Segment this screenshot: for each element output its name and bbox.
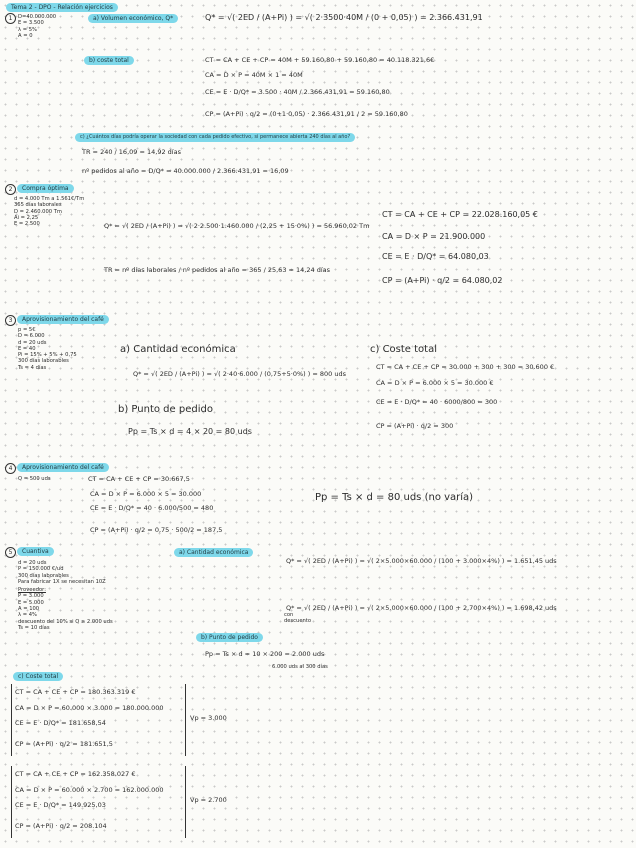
p3-q-formula: Q* = √( 2ED / (A+Pi) ) = √( 2·40·6.000 / (0,75+5·0%) ) = 800 uds [133,370,346,378]
p2-cp: CP = (A+Pi) · q/2 = 64.080,02 [382,276,503,285]
bracket-right [185,766,186,838]
p5-c-label: c) Coste total [13,672,63,681]
p5-prov-line: E = 5.000 [18,599,44,606]
p2-data-line: D = 2.460.000 Tm [14,208,62,215]
p1-data-line: A = 0 [18,32,33,39]
p3-c-label: c) Coste total [370,344,438,355]
bracket-left [11,766,12,838]
p4-pp: Pp = Ts × d = 80 uds (no varía) [315,492,474,503]
p1-data-line: λ = 5% [18,26,37,33]
p5-prov-line: P = 3.000 [18,593,44,600]
p1-q-formula: Q* = √( 2ED / (A+Pi) ) = √( 2·3500·40M / (0 + 0,05) ) = 2.366.431,91 [205,13,483,22]
p2-data [14,196,84,227]
p2-ce: CE = E · D/Q* = 64.080,03 [382,252,489,261]
p3-a-label: a) Cantidad económica [120,344,236,355]
p3-data-line: Pi = 15% + 5% + 0,75 [18,352,77,359]
p3-ce: CE = E · D/Q* = 40 · 6000/800 = 300 [376,398,498,406]
p5-data-line: Para fabricar 1X se necesitan 10Z [18,578,106,585]
p5-label: Cuantiva [17,547,54,556]
p1-b-label: b) coste total [84,56,134,65]
p2-label: Compra óptima [17,184,74,193]
problem-number-4: 4 [5,463,16,474]
p5-g2-ce: CE = E · D/Q* = 149.925,03 [15,801,106,809]
p3-data-line: D = 6.000 [18,333,45,340]
p5-g2-ca: CA = D × P = 60.000 × 2.700 = 162.000.000 [15,786,164,794]
p2-tr: TR = nº días laborales / nº pedidos al año = 365 / 25,63 = 14,24 días [104,266,331,274]
p1-ce: CE = E · D/Q* = 3.500 · 40M / 2.366.431,91 = 59.160,80 [205,88,390,96]
p5-g1-ct: CT = CA + CE + CP = 180.363.319 € [15,688,136,696]
p1-tr: TR = 240 / 16,09 = 14,92 días [82,148,181,156]
bracket-left [11,684,12,756]
p5-g1-ce: CE = E · D/Q* = 181.658,54 [15,719,106,727]
p4-label: Aprovisionamiento del café [17,463,109,472]
p4-ce: CE = E · D/Q* = 40 · 6.000/500 = 480 [90,504,214,512]
p5-g1-cp: CP = (A+Pi) · q/2 = 181.651,5 [15,740,113,748]
p5-a-label: a) Cantidad económica [174,548,253,557]
p3-label: Aprovisionamiento del café [17,315,109,324]
problem-number-2: 2 [5,184,16,195]
bracket-right [185,684,186,756]
p5-data-line: P = 150.000 €/ud [18,566,64,573]
p3-pp: Pp = Ts × d = 4 × 20 = 80 uds [128,427,252,436]
p1-ct: CT = CA + CE + CP = 40M + 59.160,80 + 59.160,80 = 40.118.321,6€ [205,56,435,64]
p5-pp-frac: 6.000 uds al 300 días [272,664,328,670]
p3-data-line: 300 días laborables [18,358,69,365]
p4-cp: CP = (A+Pi) · q/2 = 0,75 · 500/2 = 187,5 [90,526,223,534]
p5-pp: Pp = Ts × d = 10 × 200 = 2.000 uds [205,650,325,658]
p5-prov-line: descuento del 10% si Q ≥ 2.000 uds [18,618,113,625]
p5-q2: Q* = √( 2ED / (A+Pi) ) = √( 2×5.000×60.000 / (100 + 2.700×4%) ) = 1.698,42 uds [286,604,557,612]
p2-data-line: 365 días laborales [14,202,62,209]
p1-data-line: E = 3.500 [18,20,44,27]
p2-data-line: d = 4.000 Tm a 1.561€/Tm [14,196,85,202]
p3-ct: CT = CA + CE + CP = 30.000 + 300 + 300 = 30.600 € [376,363,555,371]
p2-data-line: E = 2.500 [14,221,40,228]
p4-ca: CA = D × P = 6.000 × 5 = 30.000 [90,490,202,498]
p5-g2-cp: CP = (A+Pi) · q/2 = 208.104 [15,822,107,830]
problem-number-3: 3 [5,315,16,326]
p5-g2-note: Vp = 2.700 [190,796,227,804]
p1-data-line: D=40.000.000 [18,14,57,20]
p5-prov-line: λ = 4% [18,612,37,619]
p3-data-line: p = 5€ [18,327,36,333]
p4-data: Q = 500 uds [18,476,51,482]
p2-q-formula: Q* = √( 2ED / (A+Pi) ) = √( 2·2.500·1.460.000 / (2,25 + 15·0%) ) = 56.960,02 Tm [104,222,370,230]
p3-ca: CA = D × P = 6.000 × 5 = 30.000 € [376,379,494,387]
p5-data-line: d = 20 uds [18,560,47,566]
p2-ct: CT = CA + CE + CP = 22.028.160,05 € [382,210,538,219]
p3-cp: CP = (A+Pi) · q/2 = 300 [376,422,454,430]
p1-c-label: c) ¿Cuántos días podría operar la sociedad con cada pedido efectivo, si permanece abierta 240 días al año? [75,133,355,142]
problem-number-1: 1 [5,13,16,24]
problem-number-5: 5 [5,547,16,558]
p3-data-line: d = 20 uds [18,339,47,346]
p5-data-line: 300 días laborables [18,572,69,579]
p3-data-line: E = 40 [18,345,36,352]
p3-data [18,327,77,371]
p5-g2-ct: CT = CA + CE + CP = 162.358.027 € [15,770,136,778]
p2-data-line: Ai = 2,25 [14,214,39,221]
p1-npedidos: nº pedidos al año = D/Q* = 40.000.000 / 2.366.431,91 = 16,09 [82,167,289,175]
p1-cp: CP = (A+Pi) · q/2 = (0+1·0,05) · 2.366.431,91 / 2 = 59.160,80 [205,110,408,118]
p5-q1: Q* = √( 2ED / (A+Pi) ) = √( 2×5.000×60.000 / (100 + 3.000×4%) ) = 1.651,45 uds [286,557,557,565]
p5-prov-line: Ts = 10 días [18,624,50,631]
p1-a-label: a) Volumen económico, Q* [88,14,178,23]
p4-ct: CT = CA + CE + CP = 30.667,5 [88,475,190,483]
p5-g1-note: Vp = 3.000 [190,714,227,722]
p5-g1-ca: CA = D × P = 60.000 × 3.000 = 180.000.000 [15,704,164,712]
p3-data-line: Ts = 4 días [18,364,47,371]
p5-data [18,560,113,631]
p5-b-label: b) Punto de pedido [196,633,263,642]
p5-prov-line: A = 100 [18,606,40,613]
p3-b-label: b) Punto de pedido [118,404,213,415]
page-title: Tema 2 - DPO - Relación ejercicios [6,3,118,12]
p2-ca: CA = D × P = 21.900.000 [382,232,486,241]
p1-ca: CA = D × P = 40M × 1 = 40M [205,71,303,79]
p1-data [18,14,56,39]
p5-proveedor-label: Proveedor: [18,587,46,594]
p5-con-descuento: con descuento [284,612,312,625]
